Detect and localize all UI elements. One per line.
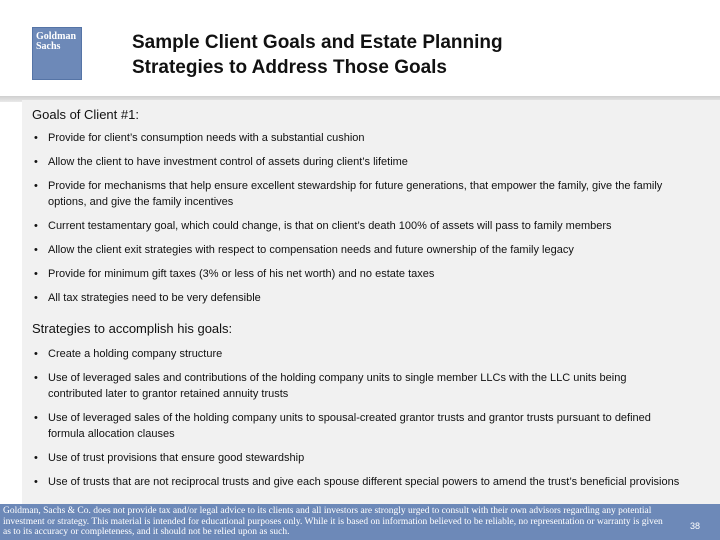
list-item: • All tax strategies need to be very defensible bbox=[34, 290, 682, 306]
logo-line-1: Goldman bbox=[36, 31, 77, 42]
strategies-heading: Strategies to accomplish his goals: bbox=[32, 321, 233, 336]
list-item: • Current testamentary goal, which could change, is that on client’s death 100% of assets will pass to family members bbox=[34, 218, 682, 234]
goals-heading: Goals of Client #1: bbox=[32, 107, 139, 122]
list-item: • Use of leveraged sales of the holding company units to spousal-created grantor trusts and grantor trusts pursuant to defined formula allocation clauses bbox=[34, 410, 682, 442]
list-item: • Allow the client to have investment control of assets during client’s lifetime bbox=[34, 154, 682, 170]
list-item: • Allow the client exit strategies with respect to compensation needs and future ownership of the family legacy bbox=[34, 242, 682, 258]
footer-bar bbox=[0, 504, 720, 540]
list-item: • Create a holding company structure bbox=[34, 346, 682, 362]
logo-line-2: Sachs bbox=[36, 41, 61, 52]
list-item: • Provide for mechanisms that help ensure excellent stewardship for future generations, that empower the family, give the family options, and give the family incentives bbox=[34, 178, 682, 210]
disclaimer-text: Goldman, Sachs & Co. does not provide tax and/or legal advice to its clients and all investors are strongly urged to consult with their own advisors regarding any potential investment or strategy. This material is intended for educational purposes only. While it is based on information believed to be reliable, no representation or warranty is given as to its accuracy or completeness, and it should not be relied upon as such. bbox=[3, 506, 663, 537]
list-item: • Provide for client’s consumption needs with a substantial cushion bbox=[34, 130, 682, 146]
title-line-1: Sample Client Goals and Estate Planning bbox=[132, 32, 503, 53]
page-title bbox=[132, 30, 692, 80]
list-item: • Use of trusts that are not reciprocal trusts and give each spouse different special powers to amend the trust’s beneficial provisions bbox=[34, 474, 682, 490]
goldman-sachs-logo bbox=[32, 27, 82, 80]
list-item: • Use of leveraged sales and contributions of the holding company units to single member LLCs with the LLC units being contributed later to grantor retained annuity trusts bbox=[34, 370, 682, 402]
goals-list bbox=[34, 130, 682, 306]
strategies-list bbox=[34, 346, 682, 490]
title-line-2: Strategies to Address Those Goals bbox=[132, 57, 447, 78]
list-item: • Provide for minimum gift taxes (3% or less of his net worth) and no estate taxes bbox=[34, 266, 682, 282]
page-number: 38 bbox=[690, 521, 701, 531]
list-item: • Use of trust provisions that ensure good stewardship bbox=[34, 450, 682, 466]
